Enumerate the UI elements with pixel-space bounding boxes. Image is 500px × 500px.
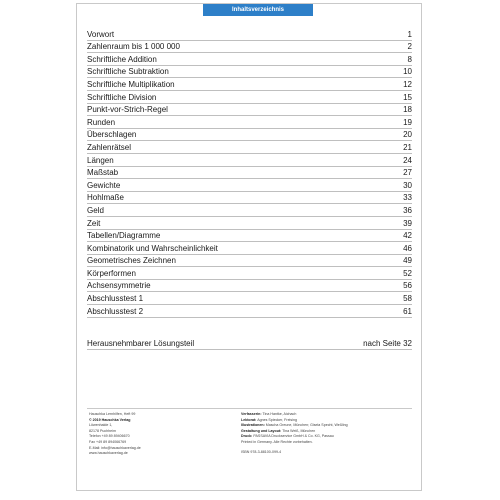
credit-value: Agnes Spiecker, Freising bbox=[257, 417, 297, 422]
toc-page: 39 bbox=[403, 218, 412, 228]
toc-entry bbox=[87, 66, 412, 79]
toc-entry bbox=[87, 217, 412, 230]
toc-title: Hohlmaße bbox=[87, 193, 124, 203]
toc-title: Vorwort bbox=[87, 29, 115, 39]
toc-title: Überschlagen bbox=[87, 130, 137, 140]
toc-page: 24 bbox=[403, 155, 412, 165]
toc-title: Runden bbox=[87, 117, 116, 127]
street-text: Löwenhalde 1, bbox=[89, 423, 113, 428]
toc-entry bbox=[87, 242, 412, 255]
toc-title: Zeit bbox=[87, 218, 101, 228]
toc-page: 21 bbox=[403, 142, 412, 152]
web-text: www.hauschkaverlag.de bbox=[89, 451, 128, 456]
toc-page: 27 bbox=[403, 168, 412, 178]
toc-page: 15 bbox=[403, 92, 412, 102]
document-page bbox=[76, 3, 422, 491]
toc-entry bbox=[87, 53, 412, 66]
toc-entry bbox=[87, 280, 412, 293]
toc-page: 42 bbox=[403, 231, 412, 241]
toc-entry bbox=[87, 179, 412, 192]
toc-entry bbox=[87, 305, 412, 318]
toc-page: nach Seite 32 bbox=[363, 338, 412, 348]
toc-page: 30 bbox=[403, 180, 412, 190]
toc-page: 46 bbox=[403, 243, 412, 253]
isbn-text: ISBN 978-3-88100-099-4 bbox=[241, 449, 282, 454]
credit-value: Tina Weiß, München bbox=[282, 428, 316, 433]
toc-entry bbox=[87, 154, 412, 167]
credit-value: Tina Hantke, Aichach bbox=[262, 412, 297, 416]
toc-entry bbox=[87, 167, 412, 180]
credit-value: PASSAVIA Druckservice GmbH & Co. KG, Passau bbox=[253, 434, 334, 439]
toc-page: 19 bbox=[403, 117, 412, 127]
toc-title: Schriftliche Multiplikation bbox=[87, 79, 175, 89]
toc-page: 33 bbox=[403, 193, 412, 203]
toc-title: Körperformen bbox=[87, 268, 136, 278]
toc-page: 52 bbox=[403, 268, 412, 278]
toc-title: Geld bbox=[87, 205, 104, 215]
toc-entry bbox=[87, 91, 412, 104]
toc-title: Schriftliche Subtraktion bbox=[87, 67, 169, 77]
footer-divider bbox=[87, 408, 412, 409]
toc-entry bbox=[87, 255, 412, 268]
toc-page: 10 bbox=[403, 67, 412, 77]
toc-title: Gewichte bbox=[87, 180, 121, 190]
toc-title: Tabellen/Diagramme bbox=[87, 231, 161, 241]
email-text: E-Mail: info@hauschkaverlag.de bbox=[89, 445, 141, 450]
toc-page: 1 bbox=[407, 29, 412, 39]
toc-entry-solutions bbox=[87, 337, 412, 350]
toc-title: Zahlenraum bis 1 000 000 bbox=[87, 42, 180, 52]
credit-label: Gestaltung und Layout: bbox=[241, 428, 282, 433]
toc-title: Achsensymmetrie bbox=[87, 281, 151, 291]
toc-entry bbox=[87, 141, 412, 154]
toc-page: 2 bbox=[407, 42, 412, 52]
toc-title: Punkt-vor-Strich-Regel bbox=[87, 105, 168, 115]
fax-text: Fax +49 89 894066769 bbox=[89, 439, 127, 444]
credit-value: Mascha Greune, München; Gisela Specht, Weßling bbox=[265, 423, 348, 428]
toc-title: Geometrisches Zeichnen bbox=[87, 256, 176, 266]
toc-title: Herausnehmbarer Lösungsteil bbox=[87, 338, 195, 348]
toc-title: Schriftliche Addition bbox=[87, 54, 157, 64]
toc-page: 12 bbox=[403, 79, 412, 89]
toc-entry bbox=[87, 230, 412, 243]
toc-page: 49 bbox=[403, 256, 412, 266]
copyright-text: © 2019 Hauschka Verlag bbox=[89, 417, 131, 422]
toc-page: 18 bbox=[403, 105, 412, 115]
toc-title: Abschlusstest 1 bbox=[87, 294, 144, 304]
credit-label: Illustrationen: bbox=[241, 423, 265, 428]
table-of-contents bbox=[87, 28, 412, 318]
toc-title: Abschlusstest 2 bbox=[87, 306, 144, 316]
toc-entry bbox=[87, 104, 412, 117]
toc-title: Schriftliche Division bbox=[87, 92, 157, 102]
toc-entry bbox=[87, 204, 412, 217]
publisher-imprint bbox=[89, 412, 229, 457]
series-text: Hauschka Lernhilfen, Heft 99 bbox=[89, 412, 136, 416]
toc-title: Längen bbox=[87, 155, 114, 165]
toc-entry bbox=[87, 116, 412, 129]
toc-entry bbox=[87, 41, 412, 54]
toc-page: 20 bbox=[403, 130, 412, 140]
toc-entry bbox=[87, 192, 412, 205]
credit-label: Druck: bbox=[241, 434, 253, 439]
toc-entry bbox=[87, 292, 412, 305]
toc-entry bbox=[87, 267, 412, 280]
toc-page: 8 bbox=[407, 54, 412, 64]
toc-page: 56 bbox=[403, 281, 412, 291]
toc-entry bbox=[87, 28, 412, 41]
credits-imprint bbox=[241, 412, 416, 455]
city-text: 82178 Puchheim bbox=[89, 428, 116, 433]
credit-label: Verfasserin: bbox=[241, 412, 262, 416]
toc-entry bbox=[87, 129, 412, 142]
toc-title: Zahlenrätsel bbox=[87, 142, 132, 152]
toc-title: Kombinatorik und Wahrscheinlichkeit bbox=[87, 243, 218, 253]
toc-page: 58 bbox=[403, 294, 412, 304]
phone-text: Telefon +49 89 89406670 bbox=[89, 434, 130, 439]
toc-title: Maßstab bbox=[87, 168, 119, 178]
page-title: Inhaltsverzeichnis bbox=[203, 4, 313, 16]
printed-in-text: Printed in Germany. Alle Rechte vorbehalten. bbox=[241, 439, 313, 444]
toc-entry bbox=[87, 78, 412, 91]
credit-label: Lektorat: bbox=[241, 417, 257, 422]
toc-page: 61 bbox=[403, 306, 412, 316]
toc-page: 36 bbox=[403, 205, 412, 215]
